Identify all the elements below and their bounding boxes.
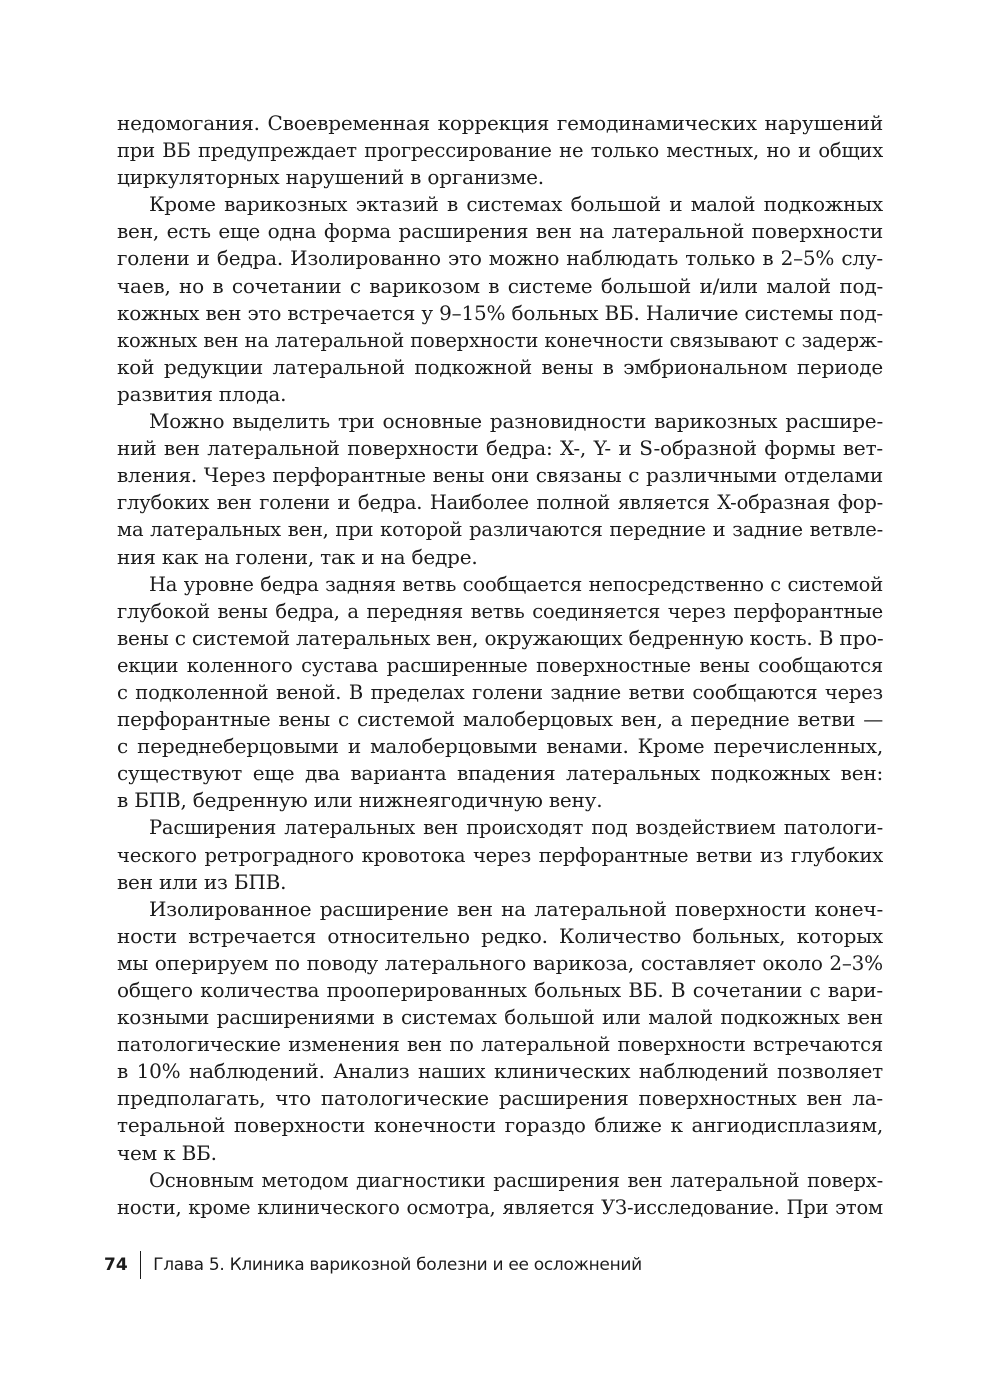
paragraph xyxy=(117,571,883,815)
text-line: ния как на голени, так и на бедре. xyxy=(117,544,478,569)
text-line: предполагать, что патологические расширения поверхностных вен ла- xyxy=(117,1086,883,1111)
page-footer xyxy=(104,1250,642,1280)
text-line: Кроме варикозных эктазий в системах большой и малой подкожных xyxy=(149,192,883,217)
paragraph xyxy=(117,408,883,571)
text-line: Расширения латеральных вен происходят под воздействием патологи- xyxy=(149,816,883,840)
text-line: перфорантные вены с системой малоберцовых вен, а передние ветви — xyxy=(117,707,883,732)
text-line: ческого ретроградного кровотока через перфорантные ветви из глубоких xyxy=(117,843,883,867)
paragraph xyxy=(117,896,883,1167)
footer-divider xyxy=(140,1251,142,1279)
text-line: недомогания. Своевременная коррекция гемодинамических нарушений xyxy=(117,111,883,135)
text-line: в 10% наблюдений. Анализ наших клинических наблюдений позволяет xyxy=(117,1059,883,1084)
paragraph xyxy=(117,110,883,191)
text-line: ности встречается относительно редко. Количество больных, которых xyxy=(117,923,883,948)
text-line: теральной поверхности конечности гораздо ближе к ангиодисплазиям, xyxy=(117,1113,883,1138)
text-line: чаев, но в сочетании с варикозом в системе большой и/или малой под- xyxy=(117,273,883,298)
text-line: циркуляторных нарушений в организме. xyxy=(117,165,544,190)
text-line: вления. Через перфорантные вены они связаны с различными отделами xyxy=(117,463,883,488)
text-line: кожных вен на латеральной поверхности конечности связывают с задерж- xyxy=(117,328,883,352)
text-line: общего количества прооперированных больных ВБ. В сочетании с вари- xyxy=(117,978,883,1002)
text-line: кожных вен это встречается у 9–15% больных ВБ. Наличие системы под- xyxy=(117,300,883,325)
text-line: голени и бедра. Изолированно это можно наблюдать только в 2–5% слу- xyxy=(117,246,883,271)
chapter-title: Глава 5. Клиника варикозной болезни и ее осложнений xyxy=(153,1255,642,1275)
text-line: екции коленного сустава расширенные поверхностные вены сообщаются xyxy=(117,653,883,677)
text-line: мы оперируем по поводу латерального варикоза, составляет около 2–3% xyxy=(117,950,883,975)
text-line: козными расширениями в системах большой или малой подкожных вен xyxy=(117,1005,883,1030)
text-line: На уровне бедра задняя ветвь сообщается непосредственно с системой xyxy=(149,572,883,596)
text-line: существуют еще два варианта впадения латеральных подкожных вен: xyxy=(117,761,883,786)
text-line: в БПВ, бедренную или нижнеягодичную вену. xyxy=(117,788,603,813)
text-line: развития плода. xyxy=(117,381,287,406)
page-number: 74 xyxy=(104,1255,128,1275)
text-line: с подколенной веной. В пределах голени задние ветви сообщаются через xyxy=(117,680,883,704)
paragraph xyxy=(117,814,883,895)
text-line: Изолированное расширение вен на латеральной поверхности конеч- xyxy=(149,896,883,921)
text-line: Можно выделить три основные разновидности варикозных расшире- xyxy=(149,409,883,434)
text-line: вены с системой латеральных вен, окружающих бедренную кость. В про- xyxy=(117,625,884,650)
text-line: Основным методом диагностики расширения вен латеральной поверх- xyxy=(149,1168,883,1192)
text-line: при ВБ предупреждает прогрессирование не только местных, но и общих xyxy=(117,139,883,163)
text-line: вен или из БПВ. xyxy=(117,869,287,894)
paragraph xyxy=(117,1167,883,1221)
text-line: ности, кроме клинического осмотра, является УЗ-исследование. При этом xyxy=(117,1195,883,1219)
text-line: глубоких вен голени и бедра. Наиболее полной является X-образная фор- xyxy=(117,491,883,515)
text-line: ма латеральных вен, при которой различаются передние и задние ветвле- xyxy=(117,518,883,542)
text-line: чем к ВБ. xyxy=(117,1140,217,1165)
text-line: ний вен латеральной поверхности бедра: X-, Y- и S-образной формы вет- xyxy=(117,436,883,461)
text-line: с переднеберцовыми и малоберцовыми венами. Кроме перечисленных, xyxy=(117,734,883,759)
paragraph xyxy=(117,191,883,408)
text-line: патологические изменения вен по латеральной поверхности встречаются xyxy=(117,1033,883,1057)
text-line: кой редукции латеральной подкожной вены в эмбриональном периоде xyxy=(117,354,883,379)
page-body xyxy=(117,110,883,1221)
text-line: вен, есть еще одна форма расширения вен на латеральной поверхности xyxy=(117,219,883,244)
text-line: глубокой вены бедра, а передняя ветвь соединяется через перфорантные xyxy=(117,599,883,623)
